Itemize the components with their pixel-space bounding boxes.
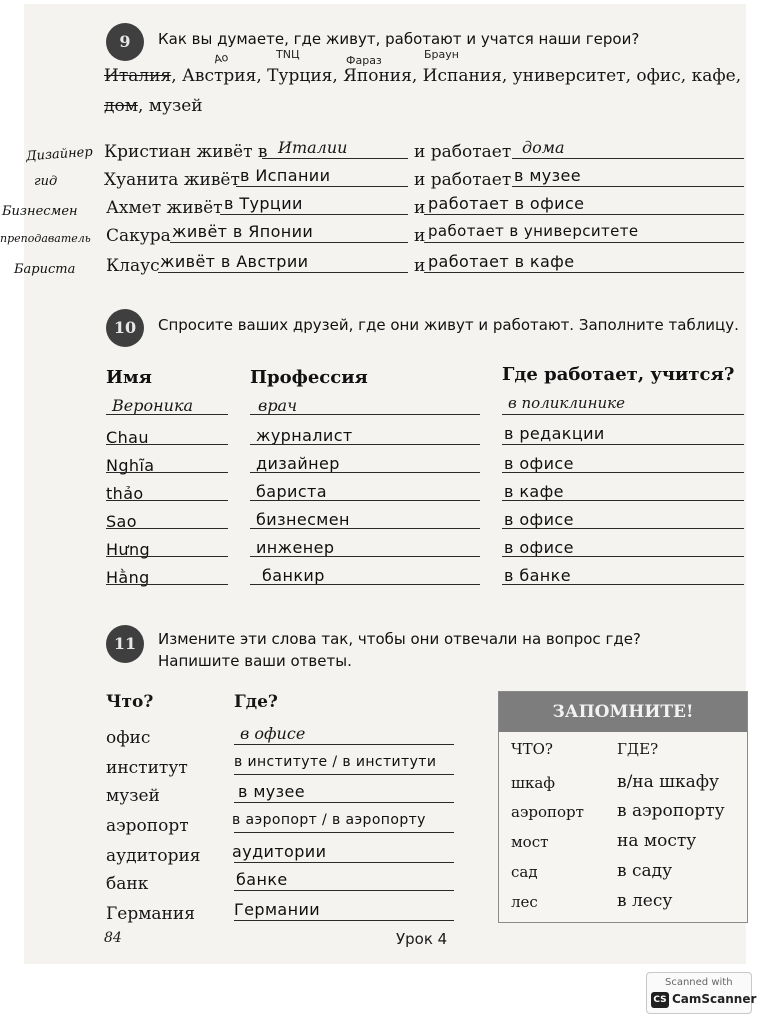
margin-note-4: преподаватель bbox=[0, 232, 91, 245]
remember-row-2-where: в аэропорту bbox=[617, 801, 725, 821]
ex9-row-3-city: в Турции bbox=[224, 194, 303, 213]
ex10-row-4-profession-line bbox=[250, 500, 480, 501]
word-bank-rest-1: , Австрия, Турция, Япония, Испания, университет, офис, кафе, bbox=[171, 66, 742, 86]
ex9-row-1-name: Кристиан живёт в bbox=[104, 142, 268, 162]
ex10-row-5-where: в офисе bbox=[504, 510, 574, 529]
ex9-row-5-works-label: и bbox=[414, 256, 426, 276]
ex10-row-2-profession: журналист bbox=[256, 426, 353, 445]
ex9-row-1-city: Италии bbox=[278, 138, 348, 157]
ex10-row-2-profession-line bbox=[250, 444, 480, 445]
ex11-col-where: Где? bbox=[234, 692, 278, 712]
ex10-row-7-where: в банке bbox=[504, 566, 571, 585]
remember-row-3-where: на мосту bbox=[617, 831, 697, 851]
ex10-row-6-name: Hưng bbox=[106, 540, 151, 559]
ex10-row-1-name: Вероника bbox=[112, 396, 194, 415]
ex11-row-7-word: Германия bbox=[106, 904, 195, 924]
ex10-row-5-profession: бизнесмен bbox=[256, 510, 350, 529]
ex11-row-5-line bbox=[234, 862, 454, 863]
exercise-9-instruction: Как вы думаете, где живут, работают и учатся наши герои? bbox=[158, 30, 640, 48]
ex10-row-6-where-line bbox=[502, 556, 744, 557]
ex11-row-7-answer: Германии bbox=[234, 900, 321, 919]
ex10-row-2-where: в редакции bbox=[504, 424, 605, 443]
remember-row-5-where: в лесу bbox=[617, 891, 673, 911]
remember-row-3-what: мост bbox=[511, 833, 549, 851]
ex9-row-2-work: в музее bbox=[514, 166, 582, 185]
ex10-row-7-name: Hằng bbox=[106, 568, 150, 587]
ex11-row-1-line bbox=[234, 744, 454, 745]
ex9-row-1-works-label: и работает bbox=[414, 142, 512, 162]
ex11-row-4-answer: в аэропорт / в аэропорту bbox=[232, 812, 426, 828]
ex10-row-4-where-line bbox=[502, 500, 744, 501]
ex10-row-1-name-line bbox=[106, 414, 228, 415]
ex9-row-4-city-line bbox=[170, 242, 408, 243]
ex11-row-3-word: музей bbox=[106, 786, 160, 806]
remember-row-1-what: шкаф bbox=[511, 774, 556, 792]
remember-row-5-what: лес bbox=[511, 893, 538, 911]
word-bank-rest-2: , музей bbox=[137, 96, 203, 116]
ex10-row-3-profession: дизайнер bbox=[256, 454, 340, 473]
note-tnc: TNЦ bbox=[276, 48, 300, 61]
exercise-9-number: 9 bbox=[106, 23, 144, 61]
ex10-row-5-where-line bbox=[502, 528, 744, 529]
exercise-11-instruction-2: Напишите ваши ответы. bbox=[158, 652, 352, 670]
ex9-row-3-work: работает в офисе bbox=[428, 194, 585, 213]
ex9-row-2-works-label: и работает bbox=[414, 170, 512, 190]
ex11-row-2-answer: в институте / в институти bbox=[234, 754, 437, 770]
word-struck-italy: Италия bbox=[104, 66, 172, 86]
camscanner-watermark bbox=[646, 972, 757, 1014]
ex10-row-2-name-line bbox=[106, 444, 228, 445]
ex10-row-7-profession-line bbox=[250, 584, 480, 585]
ex9-row-2-work-line bbox=[512, 186, 744, 187]
ex10-row-6-name-line bbox=[106, 556, 228, 557]
ex10-row-3-name: Nghĩa bbox=[106, 456, 155, 475]
ex11-row-5-word: аудитория bbox=[106, 846, 201, 866]
remember-col-what: ЧТО? bbox=[511, 740, 553, 758]
ex9-row-3-work-line bbox=[424, 214, 744, 215]
word-bank-line-1 bbox=[104, 66, 741, 86]
ex11-row-2-word: институт bbox=[106, 758, 188, 778]
ex10-row-4-profession: бариста bbox=[256, 482, 327, 501]
ex9-row-4-work: работает в университете bbox=[428, 222, 639, 240]
ex9-row-4-work-line bbox=[424, 242, 744, 243]
ex10-header-profession: Профессия bbox=[250, 367, 368, 388]
ex11-row-2-line bbox=[234, 774, 454, 775]
camscanner-logo-icon: CS bbox=[651, 992, 669, 1008]
ex11-row-4-word: аэропорт bbox=[106, 816, 189, 836]
ex9-row-3-name: Ахмет живёт bbox=[106, 198, 223, 218]
ex11-row-6-answer: банке bbox=[236, 870, 288, 889]
remember-row-4-what: сад bbox=[511, 863, 538, 881]
ex10-row-6-profession: инженер bbox=[256, 538, 335, 557]
margin-note-1: Дизайнер bbox=[25, 144, 94, 165]
ex10-row-5-name: Sao bbox=[106, 512, 137, 531]
ex10-row-1-where-line bbox=[502, 414, 744, 415]
ex9-row-4-name: Сакура bbox=[106, 226, 171, 246]
ex10-row-5-profession-line bbox=[250, 528, 480, 529]
remember-title: ЗАПОМНИТЕ! bbox=[499, 692, 747, 732]
ex10-row-2-name: Chau bbox=[106, 428, 149, 447]
ex11-row-5-answer: аудитории bbox=[232, 842, 327, 861]
ex10-row-1-profession-line bbox=[250, 414, 480, 415]
ex9-row-1-work-line bbox=[512, 158, 744, 159]
ex9-row-2-city: в Испании bbox=[240, 166, 331, 185]
ex10-row-4-name-line bbox=[106, 500, 228, 501]
ex11-row-7-line bbox=[234, 920, 454, 921]
remember-col-where: ГДЕ? bbox=[617, 740, 659, 758]
ex11-col-what: Что? bbox=[106, 692, 154, 712]
ex11-row-4-line bbox=[234, 832, 454, 833]
ex10-row-5-name-line bbox=[106, 528, 228, 529]
margin-note-3: Бизнесмен bbox=[2, 204, 78, 219]
ex9-row-1-work: дома bbox=[522, 138, 565, 157]
remember-row-4-where: в саду bbox=[617, 861, 673, 881]
ex9-row-4-city: живёт в Японии bbox=[172, 222, 314, 241]
camscanner-brand: CamScanner bbox=[672, 992, 757, 1006]
ex10-row-1-where: в поликлинике bbox=[508, 394, 625, 412]
ex10-row-6-profession-line bbox=[250, 556, 480, 557]
ex11-row-3-line bbox=[234, 802, 454, 803]
lesson-label: Урок 4 bbox=[396, 930, 448, 948]
ex10-row-3-profession-line bbox=[250, 472, 480, 473]
ex9-row-3-city-line bbox=[220, 214, 408, 215]
note-ao: Ао bbox=[212, 50, 230, 67]
ex9-row-2-name: Хуанита живёт bbox=[104, 170, 240, 190]
ex9-row-3-works-label: и bbox=[414, 198, 426, 218]
ex10-row-1-profession: врач bbox=[258, 396, 298, 415]
ex11-row-1-answer: в офисе bbox=[240, 724, 306, 743]
margin-note-2: гид bbox=[34, 174, 58, 189]
ex11-row-6-line bbox=[234, 890, 454, 891]
camscanner-caption: Scanned with bbox=[665, 977, 733, 988]
ex9-row-1-city-line bbox=[262, 158, 408, 159]
note-braun: Браун bbox=[424, 48, 459, 61]
ex11-row-3-answer: в музее bbox=[238, 782, 306, 801]
exercise-11-instruction-1: Измените эти слова так, чтобы они отвечали на вопрос где? bbox=[158, 630, 641, 648]
ex9-row-5-work: работает в кафе bbox=[428, 252, 575, 271]
remember-box bbox=[498, 691, 748, 923]
ex10-row-4-where: в кафе bbox=[504, 482, 564, 501]
margin-note-5: Бариста bbox=[14, 262, 76, 277]
ex9-row-5-name: Клаус bbox=[106, 256, 160, 276]
ex10-row-7-profession: банкир bbox=[262, 566, 325, 585]
page-number: 84 bbox=[104, 930, 122, 946]
ex10-row-3-where: в офисе bbox=[504, 454, 574, 473]
ex10-row-3-name-line bbox=[106, 472, 228, 473]
ex10-header-where: Где работает, учится? bbox=[502, 364, 735, 385]
ex10-row-2-where-line bbox=[502, 444, 744, 445]
ex9-row-5-city-line bbox=[158, 272, 408, 273]
ex10-row-3-where-line bbox=[502, 472, 744, 473]
remember-row-2-what: аэропорт bbox=[511, 803, 584, 821]
exercise-10-number: 10 bbox=[106, 309, 144, 347]
word-bank-line-2 bbox=[104, 96, 203, 116]
ex10-row-7-name-line bbox=[106, 584, 228, 585]
ex11-row-6-word: банк bbox=[106, 874, 149, 894]
ex10-row-4-name: thảo bbox=[106, 484, 144, 503]
exercise-11-number: 11 bbox=[106, 625, 144, 663]
ex11-row-1-word: офис bbox=[106, 728, 151, 748]
ex9-row-5-city: живёт в Австрии bbox=[160, 252, 309, 271]
word-struck-home: дом bbox=[104, 96, 138, 116]
note-faraz: Фараз bbox=[346, 54, 382, 67]
ex10-row-6-where: в офисе bbox=[504, 538, 574, 557]
ex9-row-4-works-label: и bbox=[414, 226, 426, 246]
remember-row-1-where: в/на шкафу bbox=[617, 772, 720, 792]
ex10-header-name: Имя bbox=[106, 367, 152, 388]
ex10-row-7-where-line bbox=[502, 584, 744, 585]
ex9-row-2-city-line bbox=[236, 186, 408, 187]
ex9-row-5-work-line bbox=[424, 272, 744, 273]
exercise-10-instruction: Спросите ваших друзей, где они живут и работают. Заполните таблицу. bbox=[158, 316, 739, 334]
